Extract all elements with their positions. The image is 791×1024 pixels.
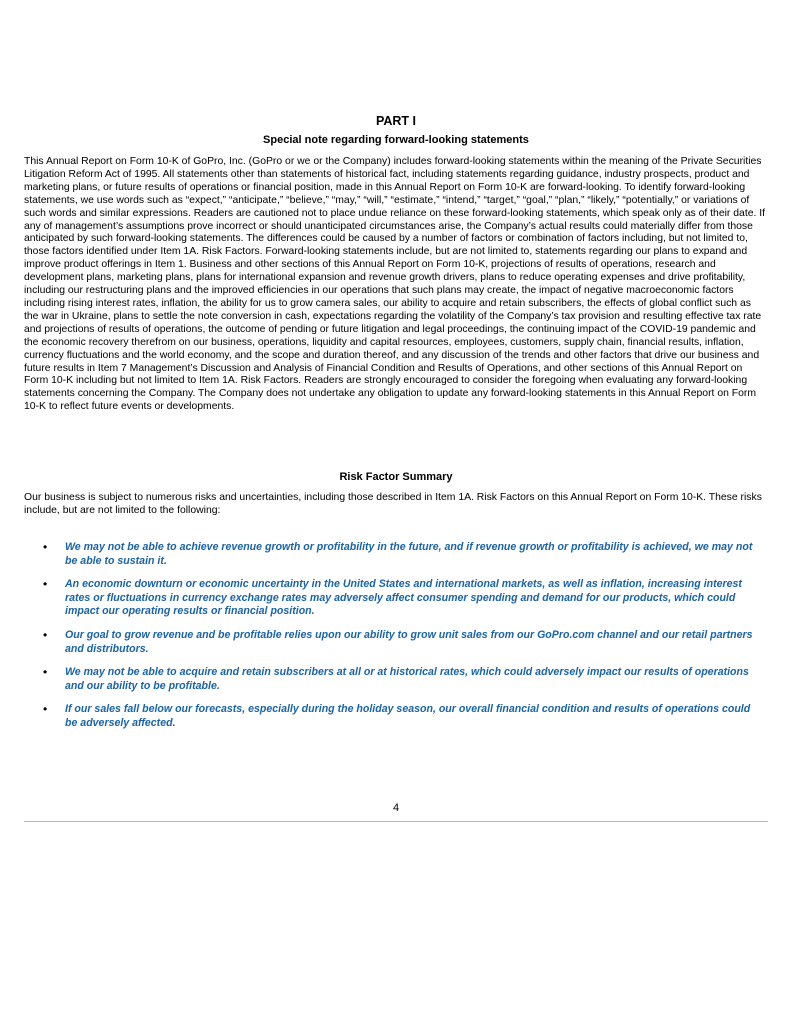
risk-summary-paragraph: Our business is subject to numerous risks and uncertainties, including those described in Item 1A. Risk Factors on this Annual Report on Form 10-K. These risks include, but are not limited to the following: <box>24 492 762 516</box>
bullet-icon: • <box>43 540 48 554</box>
risk-factor-item <box>24 666 768 693</box>
forward-looking-paragraph: This Annual Report on Form 10-K of GoPro, Inc. (GoPro or we or the Company) includes forward-looking statements within the meaning of the Private Securities Litigation Reform Act of 1995. All statements other than statements of historical fact, including statements regarding guidance, industry prospects, product and marketing plans, or future results of operations or financial position, made in this Annual Report on Form 10-K are forward-looking. To identify forward-looking statements, we use words such as “expect,” “anticipate,” “believe,” “may,” “will,” “estimate,” “intend,” “target,” “goal,” “plan,” “likely,” “potentially,” or variations of such words and similar expressions. Readers are cautioned not to place undue reliance on these forward-looking statements, which speak only as of their date. If any of management’s assumptions prove incorrect or should unanticipated circumstances arise, the Company’s actual results could materially differ from those anticipated by such forward-looking statements. The differences could be caused by a number of factors or combination of factors including, but not limited to, those factors identified under Item 1A. Risk Factors. Forward-looking statements include, but are not limited to, statements regarding our plans to expand and improve product offerings in Item 1. Business and other sections of this Annual Report on Form 10-K, projections of results of operations, research and development plans, marketing plans, plans for international expansion and revenue growth drivers, plans to reduce operating expenses and drive profitability, including our restructuring plans and the improved efficiencies in our operations that such plans may create, the impact of negative macroeconomic factors including rising interest rates, inflation, the ability for us to grow camera sales, our ability to acquire and retain subscribers, the effects of global conflict such as the war in Ukraine, plans to settle the note conversion in cash, expectations regarding the volatility of the Company’s tax provision and resulting effective tax rate and projections of results of operations, the outcome of pending or future litigation and legal proceedings, the continuing impact of the COVID-19 pandemic and the economic recovery therefrom on our business, operations, liquidity and capital resources, employees, customers, supply chain, financial results, inflation, currency fluctuations and the world economy, and the scope and duration thereof, and any discussion of the trends and other factors that drive our business and future results in Item 7 Management’s Discussion and Analysis of Financial Condition and Results of Operations, and other sections of this Annual Report on Form 10-K including but not limited to Item 1A. Risk Factors. Readers are strongly encouraged to consider the foregoing when evaluating any forward-looking statements concerning the Company. The Company does not undertake any obligation to update any forward-looking statements in this Annual Report on Form 10-K to reflect future events or developments. <box>24 156 766 413</box>
risk-factor-item <box>24 703 768 730</box>
risk-factor-text: We may not be able to achieve revenue growth or profitability in the future, and if revenue growth or profitability is achieved, we may not be able to sustain it. <box>65 541 753 567</box>
risk-factor-item <box>24 578 768 619</box>
risk-factor-item <box>24 541 768 568</box>
bullet-icon: • <box>43 627 48 642</box>
risk-factor-list <box>24 541 768 741</box>
risk-factor-text: We may not be able to acquire and retain subscribers at all or at historical rates, which could adversely impact our results of operations and our ability to be profitable. <box>65 666 749 692</box>
risk-factor-text: If our sales fall below our forecasts, especially during the holiday season, our overall financial condition and results of operations could be adversely affected. <box>65 703 751 729</box>
page-divider <box>24 821 768 822</box>
bullet-icon: • <box>43 577 48 592</box>
risk-factor-text: An economic downturn or economic uncertainty in the United States and international markets, as well as inflation, increasing interest rates or fluctuations in currency exchange rates may adversely affect consumer spending and demand for our products, which could impact our operating results or financial position. <box>65 578 742 618</box>
bullet-icon: • <box>43 665 48 680</box>
risk-factor-item <box>24 629 768 656</box>
page-number: 4 <box>392 802 400 814</box>
risk-factor-text: Our goal to grow revenue and be profitable relies upon our ability to grow unit sales from our GoPro.com channel and our retail partners and distributors. <box>65 628 753 655</box>
part-title: PART I <box>375 114 417 128</box>
bullet-icon: • <box>43 702 48 717</box>
risk-summary-heading: Risk Factor Summary <box>339 471 453 483</box>
forward-looking-heading: Special note regarding forward-looking statements <box>263 134 529 146</box>
